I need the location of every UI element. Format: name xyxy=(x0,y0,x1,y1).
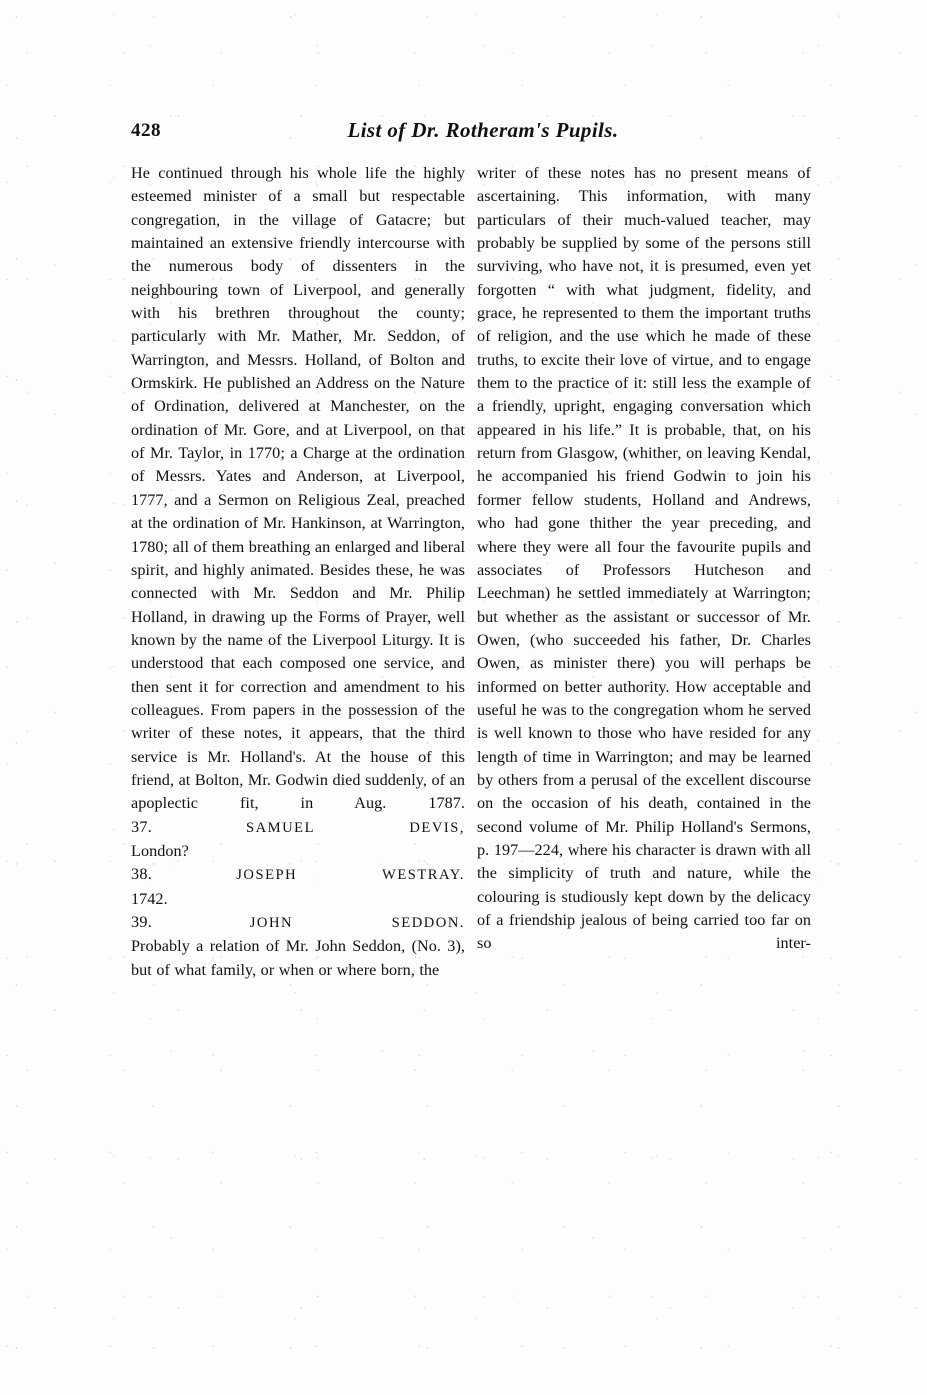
two-column-text-body xyxy=(131,162,811,982)
pupil-entry-38-detail: 1742. xyxy=(131,889,168,908)
pupil-entry-39-name: JOHN SEDDON. xyxy=(249,915,466,931)
right-column xyxy=(477,162,811,982)
running-head-title: List of Dr. Rotheram's Pupils. xyxy=(347,118,619,142)
running-head-area xyxy=(131,118,807,146)
pupil-entry-38-number: 38. xyxy=(131,865,153,884)
page-number: 428 xyxy=(131,120,161,141)
pupil-entry-37-name: SAMUEL DEVIS, xyxy=(246,819,466,836)
pupil-entry-37 xyxy=(131,816,465,840)
pupil-entry-39-number: 39. xyxy=(131,913,153,931)
pupil-entry-39 xyxy=(131,911,465,935)
pupil-entry-38-name: JOSEPH WESTRAY. xyxy=(236,867,465,884)
left-column xyxy=(131,162,465,982)
pupil-entry-37-detail: London? xyxy=(131,841,189,860)
pupil-entry-37-number: 37. xyxy=(131,817,153,836)
left-column-entry-paragraph: Probably a relation of Mr. John Seddon, (No. 3), but of what family, or when or where born, the xyxy=(131,937,465,979)
left-column-paragraph: He continued through his whole life the highly esteemed minister of a small but respectable congregation, in the village of Gatacre; but maintained an extensive friendly intercourse with the numerous body of dissenters in the neighbouring town of Liverpool, and generally with his brethren throughout the county; particularly with Mr. Mather, Mr. Seddon, of Warrington, and Messrs. Holland, of Bolton and Ormskirk. He published an Address on the Nature of Ordination, delivered at Manchester, on the ordination of Mr. Gore, and at Liverpool, on that of Mr. Taylor, in 1770; a Charge at the ordination of Messrs. Yates and Anderson, at Liverpool, 1777, and a Sermon on Religious Zeal, preached at the ordination of Mr. Hankinson, at Warrington, 1780; all of them breathing an enlarged and liberal spirit, and highly animated. Besides these, he was connected with Mr. Seddon and Mr. Philip Holland, in drawing up the Forms of Prayer, well known by the name of the Liverpool Liturgy. It is understood that each composed one service, and then sent it for correction and amendment to his colleagues. From papers in the possession of the writer of these notes, it appears, that the third service is Mr. Holland's. At the house of this friend, at Bolton, Mr. Godwin died suddenly, of an apoplectic fit, in Aug. 1787. xyxy=(131,164,465,813)
pupil-entry-38 xyxy=(131,863,465,887)
right-column-paragraph: writer of these notes has no present means of ascertaining. This information, with many particulars of their much-valued teacher, may probably be supplied by some of the persons still surviving, who have not, it is presumed, even yet forgotten “ with what judgment, fidelity, and grace, he represented to them the important truths of religion, and the use which he made of these truths, to excite their love of virtue, and to engage them to the practice of it: still less the example of a friendly, upright, engaging conversation which appeared in his life.” It is probable, that, on his return from Glasgow, (whither, on leaving Kendal, he accompanied his friend Godwin to join his former fellow students, Holland and Andrews, who had gone thither the year preceding, and where they were all four the favourite pupils and associates of Professors Hutcheson and Leechman) he settled immediately at Warrington; but whether as the assistant or successor of Mr. Owen, (who succeeded his father, Dr. Charles Owen, as minister there) you will perhaps be informed on better authority. How acceptable and useful he was to the congregation whom he served is well known to those who have resided for any length of time in Warrington; and may be learned by others from a perusal of the excellent discourse on the occasion of his death, contained in the second volume of Mr. Philip Holland's Sermons, p. 197—224, where his character is drawn with all the simplicity of truth and nature, while the colouring is studiously kept down by the delicacy of a friendship jealous of being carried too far on so inter- xyxy=(477,164,811,953)
